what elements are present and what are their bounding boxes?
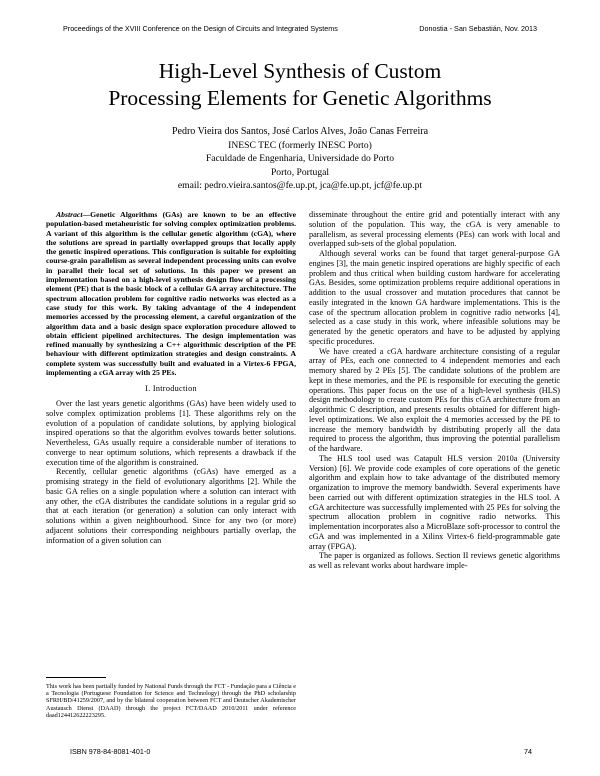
right-column [309, 210, 560, 571]
abstract [46, 210, 296, 377]
left-column [46, 210, 296, 545]
abstract-label: Abstract [56, 210, 83, 219]
section-heading-introduction: I. Introduction [145, 384, 197, 394]
intro-paragraph-2: Recently, cellular genetic algorithms (cGAs) have emerged as a promising strategy in the field of evolutionary algorithms [2]. While the basic GA relies on a single population where a solution can interact with any other, the cGA distributes the candidate solutions in a regular grid so that at each iteration (or generation) a solution can only interact with solutions within a given neighbourhood. Since for any two (or more) adjacent solutions their corresponding neighbours partially overlap, the information of a given solution can [46, 467, 296, 545]
affiliation-2: Faculdade de Engenharia, Universidade do Porto [205, 153, 395, 164]
affiliation-1: INESC TEC (formerly INESC Porto) [228, 139, 372, 151]
right-paragraph-4: The paper is organized as follows. Section II reviews genetic algorithms as well as relevant works about hardware imple- [309, 551, 560, 570]
page-footer [70, 747, 532, 756]
author-block [40, 125, 560, 193]
isbn: ISBN 978-84-8081-401-0 [70, 747, 151, 756]
author-email: email: pedro.vieira.santos@fe.up.pt, jca@fe.up.pt, jcf@fe.up.pt [177, 180, 423, 191]
conference-location-date: Donostia - San Sebastián, Nov. 2013 [419, 24, 537, 33]
title-line-1: High-Level Synthesis of Custom [158, 59, 442, 83]
conference-name: Proceedings of the XVIII Conference on the Design of Circuits and Integrated Systems [63, 24, 338, 33]
right-paragraph-2: We have created a cGA hardware architecture consisting of a regular array of PEs, each one connected to 4 independent memories and each memory shared by 2 PEs [5]. The candidate solutions of the problem are kept in these memories, and the PE is responsible for executing the genetic operations. This paper focus on the use of a high-level synthesis (HLS) design methodology to create custom PEs for this cGA architecture from an algorithmic C description, and presents results obtained for different high-level optimizations. We also exploit the 4 memories accessed by the PE to increase the memory bandwidth by distributing properly all the data required to process the algorithm, thus improving the potential parallelism of the hardware. [309, 346, 560, 453]
abstract-text: —Genetic Algorithms (GAs) are known to be an effective population-based metaheuristic for solving complex optimization problems. A variant of this algorithm is the cellular genetic algorithm (cGA), where the solutions are spread in partially overlapped groups that locally apply the genetic inspired operations. This configuration is suitable for exploiting course-grain parallelism as several independent processing units can evolve in parallel their local set of solutions. In this paper we present an implementation based on a high-level synthesis design flow of a processing element (PE) that is the basic block of a cellular GA array architecture. The spectrum allocation problem for cognitive radio networks was elected as a case study for this work. By taking advantage of the 4 independent memories accessed by the processing element, a careful organization of the algorithm data and a basic design space exploration procedure allowed to obtain efficient pipelined architectures. The design implementation was refined manually by synthesizing a C++ algorithmic description of the PE behaviour with different optimization strategies and design constraints. A complete system was successfully built and evaluated in a Virtex-6 FPGA, implementing a cGA array with 25 PEs. [46, 210, 296, 378]
intro-paragraph-1: Over the last years genetic algorithms (GAs) have been widely used to solve complex optimization problems [1]. These algorithms rely on the evolution of a population of candidate solutions, by applying biological inspired operations so that the algorithm evolves towards better solutions. Nevertheless, GAs usually require a considerable number of iterations to converge to near optimum solutions, which represents a drawback if the execution time of the algorithm is constrained. [46, 399, 296, 467]
funding-footnote: This work has been partially funded by National Funds through the FCT - Fundação para a Ciência e a Tecnologia (Portuguese Foundation for Science and Technology) through the PhD scholarship SFRH/BD/41259/2007, and by the bilateral cooperation between FCT and Deutscher Akademischer Austausch Dienst (DAAD) through the project FCT/DAAD 2010/2011 under reference daad124412622223295. [46, 683, 296, 719]
paper-title [40, 58, 560, 112]
author-names: Pedro Vieira dos Santos, José Carlos Alves, João Canas Ferreira [171, 126, 429, 137]
right-paragraph-0: disseminate throughout the entire grid and potentially interact with any solution of the population. This way, the cGA is very amenable to parallelism, as several processing elements (PEs) can work with local and overlapped sub-sets of the global population. [309, 210, 560, 249]
footnote-rule [46, 677, 106, 678]
title-line-2: Processing Elements for Genetic Algorithms [108, 86, 492, 110]
right-paragraph-3: The HLS tool used was Catapult HLS version 2010a (University Version) [6]. We provide code examples of core operations of the genetic algorithm and explain how to take advantage of the distributed memory organization to improve the memory bandwidth. Several experiments have been carried out with different optimization strategies in the HLS tool. A cGA architecture was successfully implemented with 25 PEs for solving the spectrum allocation problem in cognitive radio networks. This implementation incorporates also a MicroBlaze soft-processor to control the cGA and was implemented in a Xilinx Virtex-6 field-programmable gate array (FPGA). [309, 453, 560, 551]
page-number: 74 [524, 747, 532, 756]
author-location: Porto, Portugal [270, 166, 330, 178]
right-paragraph-1: Although several works can be found that target general-purpose GA engines [3], the main genetic inspired operations are highly specific of each problem and thus critical when building custom hardware for accelerating GAs. Besides, some optimization problems require additional operations in addition to the usual crossover and mutation procedures that cannot be easily integrated in the known GA hardware implementations. This is the case of the spectrum allocation problem in cognitive radio networks [4], selected as a case study in this work, where infeasible solutions may be generated by the genetic operators and have to be adjusted by applying specific procedures. [309, 249, 560, 346]
running-header [63, 24, 537, 33]
